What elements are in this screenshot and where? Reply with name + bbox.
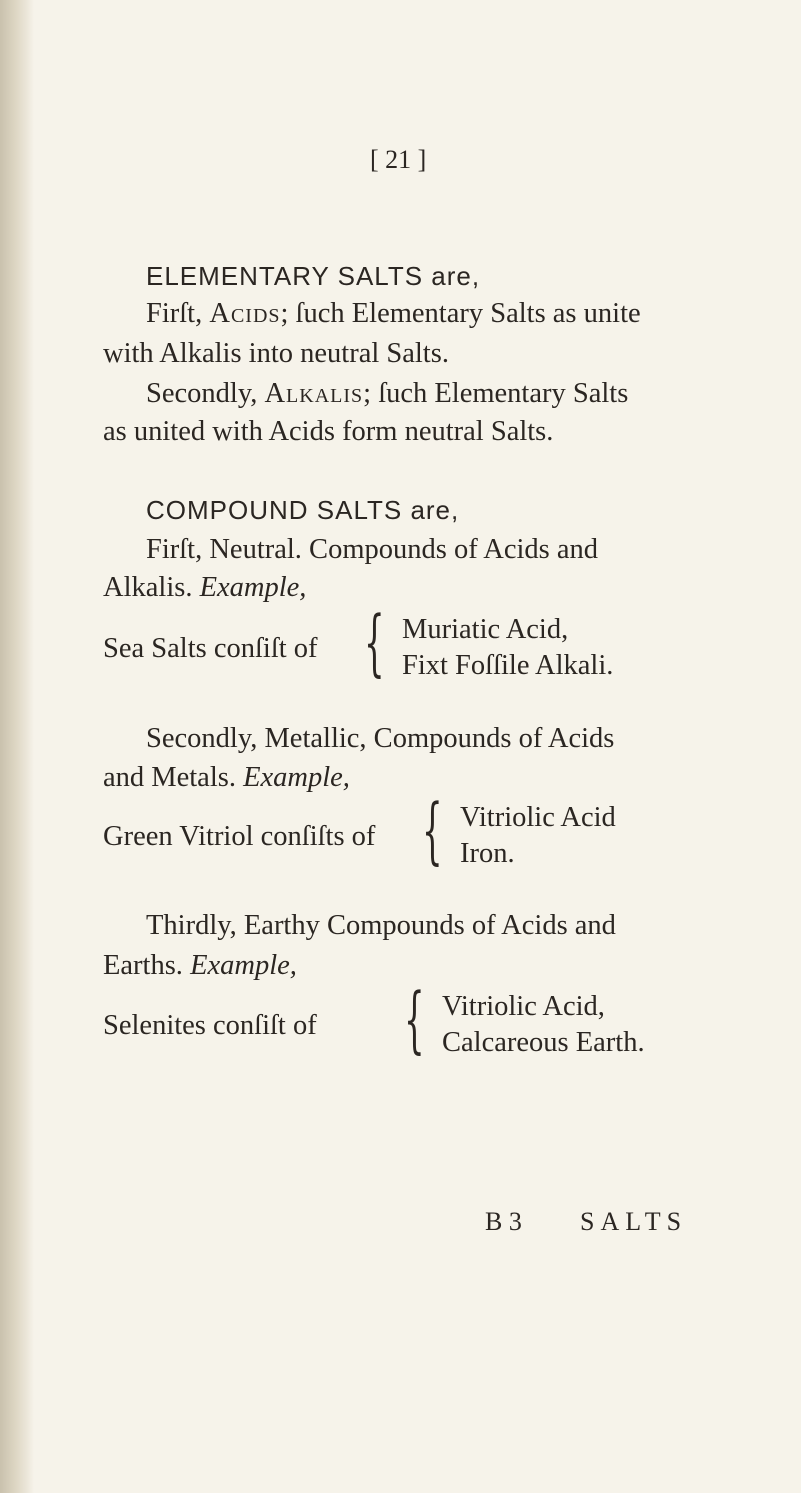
compound-third-line: Thirdly, Earthy Compounds of Acids and — [146, 910, 616, 941]
compound-third-line2 — [103, 948, 297, 984]
page-number: [ 21 ] — [370, 145, 427, 174]
first-lead: Firſt, — [146, 298, 203, 329]
compound-second-line2 — [103, 760, 350, 796]
composition-item: Iron. — [460, 838, 515, 869]
green-vitriol-subject: Green Vitriol conſiſts of — [103, 821, 376, 852]
alkalis-word: Alkalis. — [103, 572, 193, 603]
second-text: ; ſuch Elementary Salts — [363, 378, 629, 409]
composition-item: Vitriolic Acid, — [442, 991, 605, 1022]
brace: { — [422, 788, 443, 872]
metals-word: and Metals. — [103, 762, 236, 793]
composition-item: Vitriolic Acid — [460, 802, 616, 833]
second-lead: Secondly, — [146, 378, 258, 409]
sea-salts-subject: Sea Salts conſiſt of — [103, 633, 318, 664]
compound-second-line: Secondly, Metallic, Compounds of Acids — [146, 723, 615, 754]
example-label: Example, — [243, 762, 350, 793]
elementary-first-line — [146, 296, 641, 332]
composition-item: Fixt Foſſile Alkali. — [402, 650, 614, 681]
composition-item: Muriatic Acid, — [402, 614, 569, 645]
first-text: ; ſuch Elementary Salts as unite — [280, 298, 641, 329]
example-label: Example, — [199, 572, 307, 603]
brace: { — [404, 977, 425, 1061]
elementary-first-line2: with Alkalis into neutral Salts. — [103, 338, 449, 369]
selenites-subject: Selenites conſiſt of — [103, 1010, 317, 1041]
elementary-second-line — [146, 376, 628, 412]
composition-item: Calcareous Earth. — [442, 1027, 645, 1058]
compound-heading: COMPOUND SALTS are, — [146, 495, 460, 525]
catchword: SALTS — [580, 1207, 688, 1236]
brace: { — [364, 600, 385, 684]
compound-first-line: Firſt, Neutral. Compounds of Acids and — [146, 534, 599, 565]
elementary-heading: ELEMENTARY SALTS are, — [146, 261, 481, 291]
example-label: Example, — [190, 950, 297, 981]
elementary-second-line2: as united with Acids form neutral Salts. — [103, 416, 554, 447]
signature-mark: B 3 — [485, 1207, 522, 1236]
acids-term: Acids — [209, 298, 281, 329]
earths-word: Earths. — [103, 950, 183, 981]
page-binding-shadow — [0, 0, 34, 1493]
compound-first-line2 — [103, 570, 306, 606]
alkalis-term: Alkalis — [264, 378, 364, 409]
